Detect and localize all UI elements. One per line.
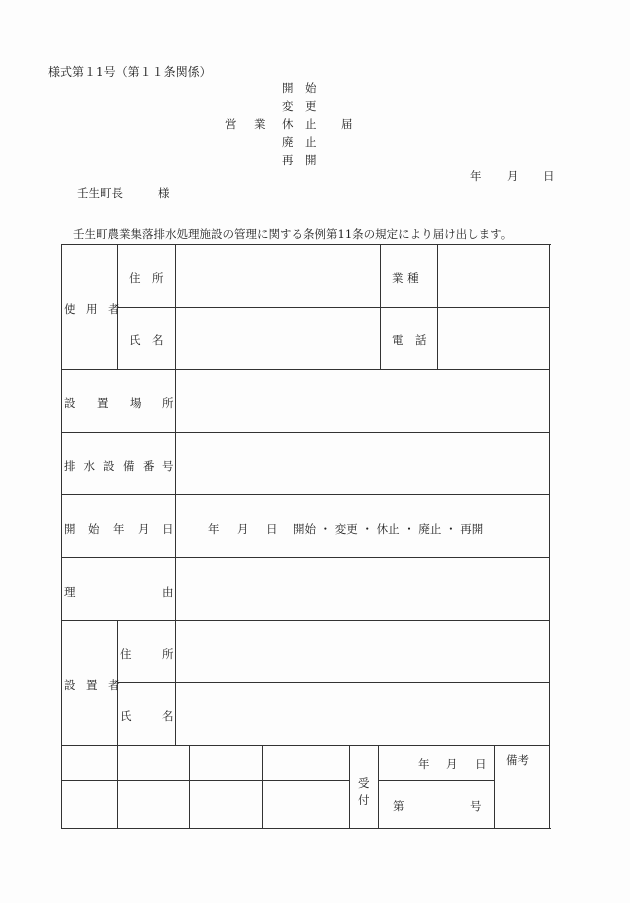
- business-type-label: 業 種: [392, 271, 419, 285]
- reception-number-prefix: 第: [393, 799, 405, 813]
- installer-name-field[interactable]: [178, 686, 548, 743]
- reception-label-bottom: 付: [358, 793, 370, 807]
- reception-number-suffix: 号: [470, 799, 482, 813]
- title-prefix-1: 営: [225, 117, 237, 131]
- installer-name-label-1: 氏: [120, 709, 132, 723]
- title-option-resume: 再 開: [282, 153, 317, 167]
- reception-year: 年: [418, 757, 430, 771]
- user-address-field[interactable]: [178, 250, 378, 305]
- form-number: 様式第１1号（第１１条関係）: [48, 65, 212, 79]
- date-year-label: 年: [470, 169, 482, 183]
- title-option-start: 開 始: [282, 81, 317, 95]
- install-location-field[interactable]: [178, 373, 548, 430]
- title-option-change: 変 更: [282, 99, 317, 113]
- date-day-label: 日: [543, 169, 555, 183]
- phone-label: 電 話: [392, 333, 427, 347]
- start-date-month: 月: [237, 522, 249, 536]
- phone-field[interactable]: [440, 312, 548, 367]
- start-date-year: 年: [208, 522, 220, 536]
- user-label: 使 用 者: [64, 302, 124, 316]
- reason-field[interactable]: [178, 561, 548, 618]
- installer-address-field[interactable]: [178, 624, 548, 680]
- reception-label-top: 受: [358, 776, 370, 790]
- statement: 壬生町農業集落排水処理施設の管理に関する条例第11条の規定により届け出します。: [73, 227, 513, 241]
- reason-label-1: 理: [64, 585, 76, 599]
- installer-label: 設 置 者: [64, 678, 124, 692]
- title-suffix: 届: [341, 117, 353, 131]
- remarks-label: 備考: [506, 753, 529, 767]
- drainage-number-field[interactable]: [178, 436, 548, 493]
- installer-name-label-2: 名: [162, 709, 174, 723]
- addressee: 壬生町長: [77, 186, 123, 200]
- date-month-label: 月: [507, 169, 519, 183]
- business-type-field[interactable]: [440, 250, 548, 305]
- addressee-honorific: 様: [158, 186, 170, 200]
- title-prefix-2: 業: [254, 117, 266, 131]
- reception-day: 日: [475, 757, 487, 771]
- user-address-label: 住 所: [129, 271, 164, 285]
- start-date-day: 日: [266, 522, 278, 536]
- title-option-abolish: 廃 止: [282, 135, 317, 149]
- start-date-type-options[interactable]: 開始 ・ 変更 ・ 休止 ・ 廃止 ・ 再開: [293, 522, 484, 536]
- reason-label-2: 由: [162, 585, 174, 599]
- installer-address-label-1: 住: [120, 647, 132, 661]
- user-name-field[interactable]: [178, 312, 378, 367]
- reception-month: 月: [446, 757, 458, 771]
- installer-address-label-2: 所: [162, 647, 174, 661]
- user-name-label: 氏 名: [129, 333, 164, 347]
- title-option-suspend: 休 止: [282, 117, 317, 131]
